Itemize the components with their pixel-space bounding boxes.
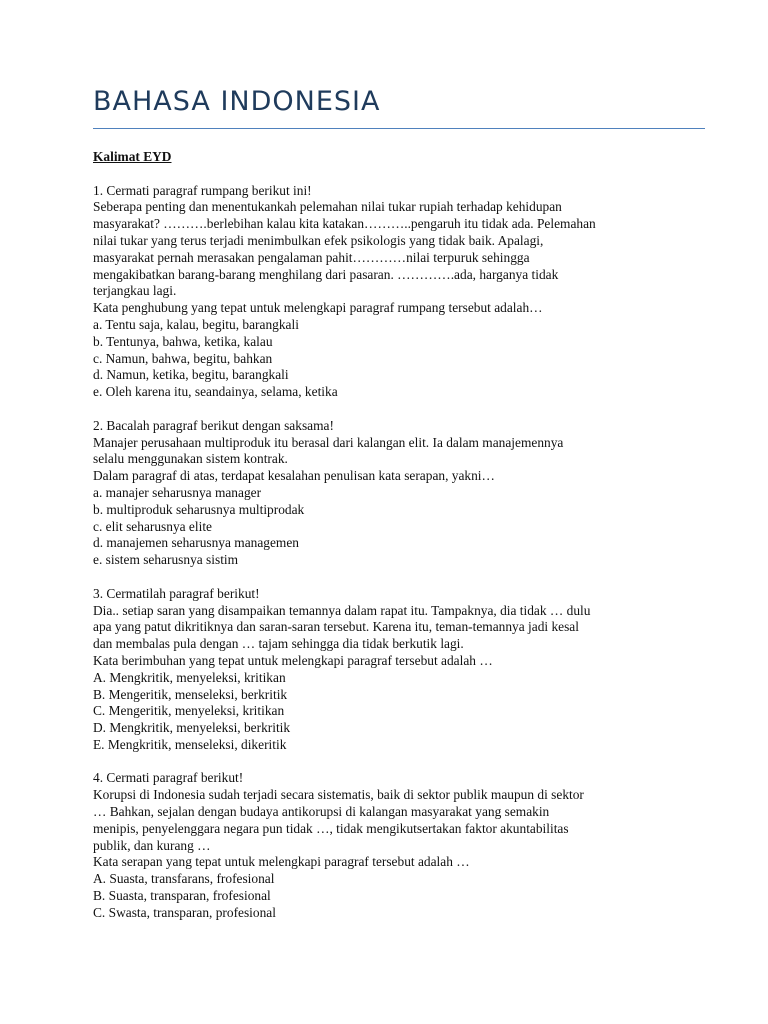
answer-option: C. Swasta, transparan, profesional	[93, 904, 276, 920]
question-line: masyarakat pernah merasakan pengalaman pahit…………nilai terpuruk sehingga	[93, 249, 530, 265]
question-line: nilai tukar yang terus terjadi menimbulkan efek psikologis yang tidak baik. Apalagi,	[93, 232, 544, 248]
question-3	[93, 586, 708, 754]
question-1	[93, 183, 708, 401]
question-line: Manajer perusahaan multiproduk itu berasal dari kalangan elit. Ia dalam manajemennya	[93, 434, 564, 450]
question-4	[93, 770, 708, 921]
answer-option: B. Suasta, transparan, frofesional	[93, 888, 271, 904]
question-line: publik, dan kurang …	[93, 837, 211, 853]
question-line: … Bahkan, sejalan dengan budaya antikorupsi di kalangan masyarakat yang semakin	[93, 804, 550, 820]
question-line: selalu menggunakan sistem kontrak.	[93, 451, 288, 467]
question-line: Dalam paragraf di atas, terdapat kesalahan penulisan kata serapan, yakni…	[93, 468, 495, 484]
document-title: BAHASA INDONESIA	[93, 86, 381, 117]
question-line: 3. Cermatilah paragraf berikut!	[93, 585, 260, 601]
question-line: dan membalas pula dengan … tajam sehingga dia tidak berkutik lagi.	[93, 636, 464, 652]
answer-option: E. Mengkritik, menseleksi, dikeritik	[93, 736, 287, 752]
question-line: Korupsi di Indonesia sudah terjadi secara sistematis, baik di sektor publik maupun di sektor	[93, 787, 584, 803]
question-line: Dia.. setiap saran yang disampaikan temannya dalam rapat itu. Tampaknya, dia tidak … dulu	[93, 602, 591, 618]
answer-option: e. sistem seharusnya sistim	[93, 552, 239, 568]
question-line: Kata penghubung yang tepat untuk melengkapi paragraf rumpang tersebut adalah…	[93, 300, 543, 316]
question-line: 4. Cermati paragraf berikut!	[93, 770, 244, 786]
answer-option: a. Tentu saja, kalau, begitu, barangkali	[93, 316, 299, 332]
question-line: mengakibatkan barang-barang menghilang dari pasaran. ………….ada, harganya tidak	[93, 266, 559, 282]
answer-option: A. Suasta, transfarans, frofesional	[93, 871, 275, 887]
answer-option: d. Namun, ketika, begitu, barangkali	[93, 367, 289, 383]
question-line: Kata serapan yang tepat untuk melengkapi paragraf tersebut adalah …	[93, 854, 470, 870]
answer-option: b. Tentunya, bahwa, ketika, kalau	[93, 333, 273, 349]
question-line: Kata berimbuhan yang tepat untuk melengkapi paragraf tersebut adalah …	[93, 652, 493, 668]
answer-option: A. Mengkritik, menyeleksi, kritikan	[93, 669, 286, 685]
spacer	[93, 754, 708, 771]
answer-option: a. manajer seharusnya manager	[93, 484, 262, 500]
spacer	[93, 166, 708, 183]
answer-option: d. manajemen seharusnya managemen	[93, 535, 299, 551]
document-page	[93, 0, 713, 1024]
answer-option: c. elit seharusnya elite	[93, 518, 212, 534]
answer-option: B. Mengeritik, menseleksi, berkritik	[93, 686, 288, 702]
question-line: 2. Bacalah paragraf berikut dengan saksama!	[93, 417, 334, 433]
section-subtitle: Kalimat EYD	[93, 149, 172, 164]
question-2	[93, 418, 708, 569]
answer-option: C. Mengeritik, menyeleksi, kritikan	[93, 703, 285, 719]
answer-option: e. Oleh karena itu, seandainya, selama, ketika	[93, 384, 338, 400]
question-line: menipis, penyelenggara negara pun tidak …, tidak mengikutsertakan faktor akuntabilitas	[93, 820, 569, 836]
question-line: masyarakat? ……….berlebihan kalau kita katakan………..pengaruh itu tidak ada. Pelemahan	[93, 216, 596, 232]
question-line: Seberapa penting dan menentukankah pelemahan nilai tukar rupiah terhadap kehidupan	[93, 199, 562, 215]
title-divider	[93, 128, 705, 129]
document-body	[93, 149, 708, 922]
answer-option: D. Mengkritik, menyeleksi, berkritik	[93, 720, 291, 736]
answer-option: b. multiproduk seharusnya multiprodak	[93, 501, 305, 517]
question-line: apa yang patut dikritiknya dan saran-saran tersebut. Karena itu, teman-temannya jadi kesal	[93, 619, 579, 635]
spacer	[93, 401, 708, 418]
question-line: terjangkau lagi.	[93, 283, 177, 299]
answer-option: c. Namun, bahwa, begitu, bahkan	[93, 350, 273, 366]
spacer	[93, 569, 708, 586]
question-line: 1. Cermati paragraf rumpang berikut ini!	[93, 182, 312, 198]
